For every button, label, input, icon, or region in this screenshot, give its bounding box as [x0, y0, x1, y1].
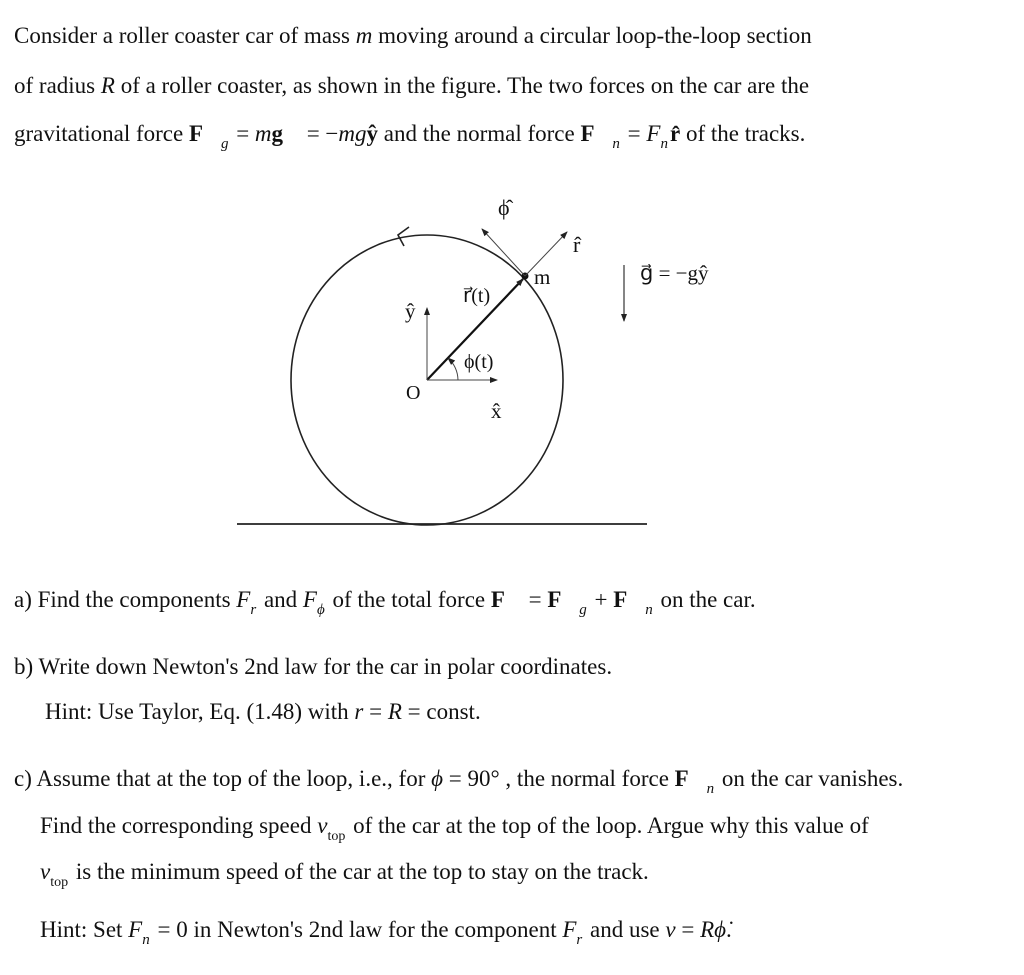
question-a — [14, 586, 756, 617]
math-segment: r — [576, 932, 583, 948]
math-segment: F — [128, 917, 143, 942]
text-segment: c) Assume that at the top of the loop, i.e., for — [14, 766, 432, 791]
math-segment: v — [40, 859, 51, 884]
question-c-hint — [40, 916, 732, 947]
x-hat-label: x̂ — [491, 399, 502, 423]
phi-hat-label: ϕ̂ — [498, 195, 510, 220]
math-segment: m — [254, 121, 272, 146]
question-b — [14, 653, 612, 681]
mass-label: m — [534, 265, 551, 289]
math-segment: Rϕ̇ — [700, 917, 727, 942]
phi-hat-arrow — [482, 229, 525, 276]
text-segment: of a roller coaster, as shown in the figure. The two forces on the car are the — [114, 73, 810, 98]
gravity-label: g⃗ = −gŷ — [640, 261, 709, 285]
math-segment: n — [612, 136, 620, 152]
text-segment: = — [675, 917, 701, 942]
text-segment: of the total force — [326, 587, 491, 612]
text-segment: of the car at the top of the loop. Argue why this value of — [347, 813, 869, 838]
text-segment: Find the corresponding speed — [40, 813, 318, 838]
math-segment: g — [220, 136, 229, 152]
text-segment: is the minimum speed of the car at the top to stay on the track. — [70, 859, 649, 884]
text-segment: + — [588, 587, 614, 612]
math-segment: n — [142, 932, 150, 948]
r-hat-label: r̂ — [573, 232, 581, 257]
y-hat-label: ŷ — [405, 299, 416, 323]
text-segment: = − — [300, 121, 339, 146]
math-segment: F⃗ — [674, 766, 707, 791]
math-segment: F⃗ — [613, 587, 646, 612]
angle-arc — [448, 358, 458, 380]
text-segment: and the normal force — [378, 121, 581, 146]
text-segment: Hint: Set — [40, 917, 129, 942]
text-segment: = — [621, 121, 647, 146]
text-segment: and use — [584, 917, 666, 942]
math-segment: n — [645, 602, 653, 618]
math-segment: F — [562, 917, 577, 942]
text-segment: . — [726, 917, 732, 942]
text-segment: = — [230, 121, 255, 146]
math-segment: R — [100, 73, 115, 98]
math-segment: ŷ — [366, 121, 379, 146]
math-segment: m — [355, 23, 373, 48]
math-segment: v — [317, 813, 328, 838]
text-segment: b) Write down Newton's 2nd law for the car in polar coordinates. — [14, 654, 613, 679]
question-c — [14, 765, 903, 796]
math-segment: n — [660, 136, 668, 152]
phi-t-label: ϕ(t) — [464, 351, 494, 373]
math-segment: F⃗ — [547, 587, 580, 612]
text-segment: = — [522, 587, 548, 612]
math-segment: r̂ — [669, 121, 681, 146]
text-segment: on the car vanishes. — [716, 766, 904, 791]
text-segment: = const. — [401, 699, 481, 724]
math-segment: g — [579, 602, 587, 618]
math-segment: F — [646, 121, 661, 146]
math-segment: v — [665, 917, 676, 942]
question-c-line3 — [40, 858, 649, 890]
math-segment: F — [302, 587, 317, 612]
text-segment: of the tracks. — [680, 121, 806, 146]
question-b-hint — [45, 698, 481, 726]
math-segment: ϕ — [316, 602, 325, 618]
text-segment: = 0 in Newton's 2nd law for the component — [151, 917, 563, 942]
text-segment: on the car. — [654, 587, 756, 612]
math-segment: F — [236, 587, 251, 612]
text-segment: = — [363, 699, 388, 724]
text-segment: a) Find the components — [14, 587, 237, 612]
math-segment: top — [50, 875, 69, 890]
math-segment: top — [327, 829, 346, 844]
math-segment: F⃗ — [490, 587, 523, 612]
text-segment: Consider a roller coaster car of mass — [14, 23, 356, 48]
question-c-line2 — [40, 812, 869, 844]
origin-label: O — [406, 382, 421, 404]
r-t-label: r⃗(t) — [463, 285, 491, 307]
math-segment: g⃗ — [271, 121, 301, 146]
math-segment: F⃗ — [580, 121, 613, 146]
text-segment: = 90° , the normal force — [443, 766, 675, 791]
math-segment: r — [354, 699, 364, 724]
math-segment: n — [706, 781, 715, 797]
text-segment: moving around a circular loop-the-loop section — [372, 23, 812, 48]
math-segment: F⃗ — [188, 121, 221, 146]
math-segment: r — [250, 602, 257, 618]
math-segment: mg — [338, 121, 367, 146]
math-segment: R — [387, 699, 402, 724]
text-segment: of radius — [14, 73, 101, 98]
math-segment: ϕ — [431, 766, 444, 791]
text-segment: and — [258, 587, 303, 612]
text-segment: Hint: Use Taylor, Eq. (1.48) with — [45, 699, 355, 724]
text-segment: gravitational force — [14, 121, 189, 146]
